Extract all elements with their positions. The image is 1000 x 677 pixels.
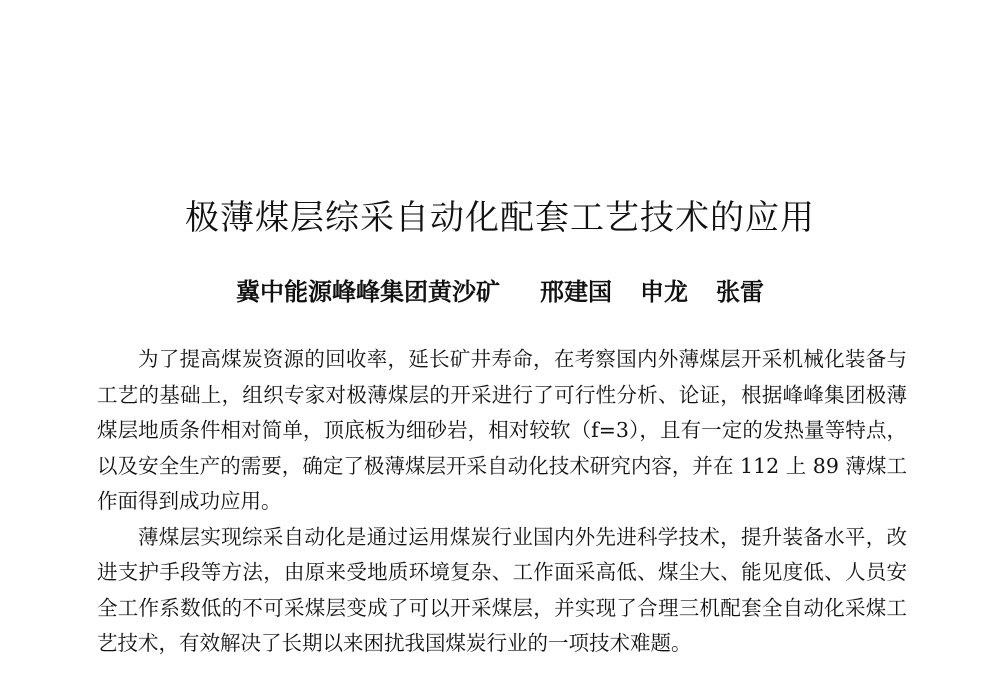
body-paragraph: 为了提高煤炭资源的回收率，延长矿井寿命，在考察国内外薄煤层开采机械化装备与工艺的基础上，组织专家对极薄煤层的开采进行了可行性分析、论证，根据峰峰集团极薄煤层地质条件相对简单，顶底板为细砂岩，相对较软（f=3），且有一定的发热量等特点，以及安全生产的需要，确定了极薄煤层开采自动化技术研究内容，并在 112 上 89 薄煤工作面得到成功应用。: [97, 347, 907, 513]
author-name: 申龙: [640, 277, 688, 306]
author-name: 张雷: [716, 277, 764, 306]
article-body: [97, 342, 907, 662]
author-name: 邢建国: [540, 277, 612, 306]
byline: [0, 272, 1000, 307]
body-paragraph: 薄煤层实现综采自动化是通过运用煤炭行业国内外先进科学技术，提升装备水平，改进支护手段等方法，由原来受地质环境复杂、工作面采高低、煤尘大、能见度低、人员安全工作系数低的不可采煤层变成了可以开采煤层，并实现了合理三机配套全自动化采煤工艺技术，有效解决了长期以来困扰我国煤炭行业的一项技术难题。: [97, 524, 907, 655]
author-affiliation: 冀中能源峰峰集团黄沙矿: [236, 277, 500, 306]
article-title: 极薄煤层综采自动化配套工艺技术的应用: [185, 198, 815, 238]
